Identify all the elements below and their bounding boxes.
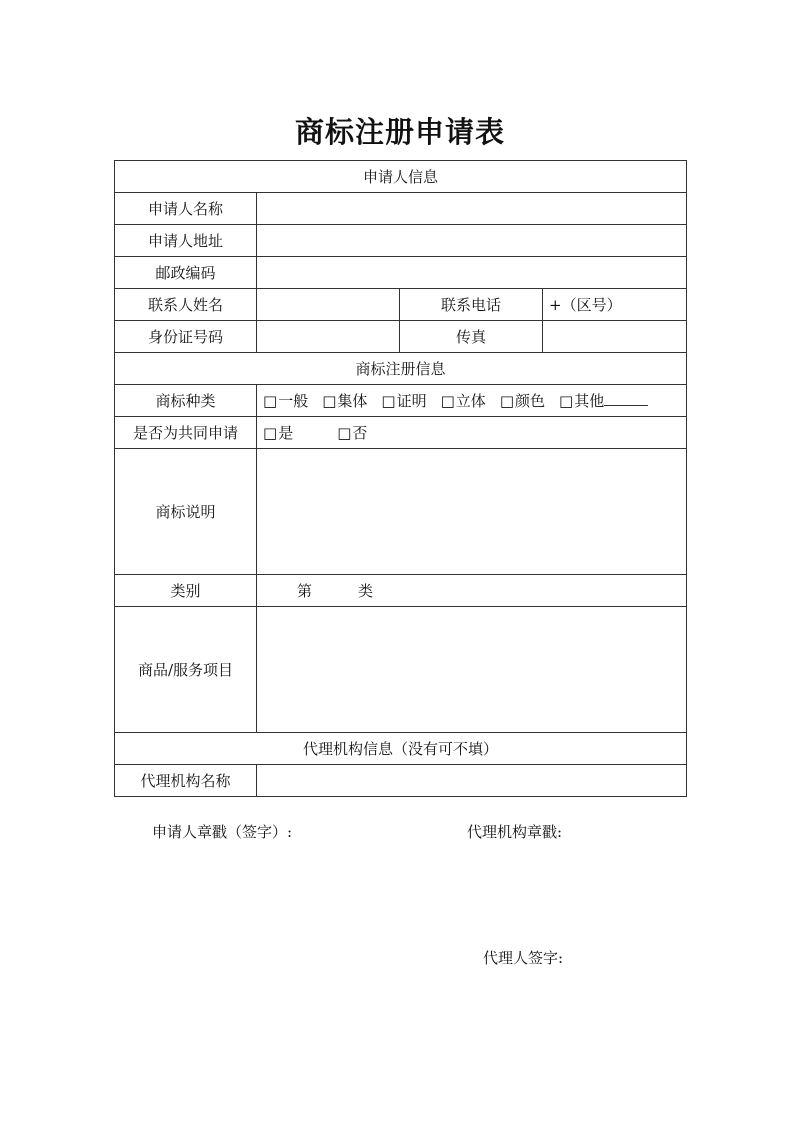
postal-code-label: 邮政编码 bbox=[115, 257, 257, 289]
type-option-collective[interactable]: □ 集体 bbox=[322, 392, 367, 410]
goods-services-label: 商品/服务项目 bbox=[115, 607, 257, 733]
trademark-type-options bbox=[257, 385, 687, 417]
form-title: 商标注册申请表 bbox=[294, 115, 505, 149]
agency-name-row bbox=[115, 765, 687, 797]
id-fax-row bbox=[115, 321, 687, 353]
trademark-section-header: 商标注册信息 bbox=[115, 353, 687, 385]
class-label: 类别 bbox=[115, 575, 257, 607]
trademark-type-row bbox=[115, 385, 687, 417]
id-number-label: 身份证号码 bbox=[115, 321, 257, 353]
type-option-other: 其他 bbox=[574, 392, 605, 410]
applicant-address-field[interactable] bbox=[257, 225, 687, 257]
contact-row bbox=[115, 289, 687, 321]
joint-application-options bbox=[257, 417, 687, 449]
agent-signature-label: 代理人签字: bbox=[483, 949, 564, 967]
applicant-address-row bbox=[115, 225, 687, 257]
contact-name-label: 联系人姓名 bbox=[115, 289, 257, 321]
phone-label: 联系电话 bbox=[400, 289, 543, 321]
class-prefix: 第 bbox=[297, 582, 313, 600]
applicant-address-label: 申请人地址 bbox=[115, 225, 257, 257]
joint-option-yes[interactable]: □ 是 bbox=[263, 424, 293, 442]
agency-seal-label: 代理机构章戳: bbox=[467, 823, 563, 841]
type-option-color[interactable]: □ 颜色 bbox=[500, 392, 545, 410]
applicant-name-label: 申请人名称 bbox=[115, 193, 257, 225]
class-row bbox=[115, 575, 687, 607]
agency-name-field[interactable] bbox=[257, 765, 687, 797]
agency-section-row bbox=[115, 733, 687, 765]
type-option-general[interactable]: □ 一般 bbox=[263, 392, 308, 410]
fax-label: 传真 bbox=[400, 321, 543, 353]
trademark-description-field[interactable] bbox=[257, 449, 687, 575]
type-option-other-wrap[interactable] bbox=[559, 392, 648, 410]
trademark-section-row bbox=[115, 353, 687, 385]
goods-services-field[interactable] bbox=[257, 607, 687, 733]
postal-code-field[interactable] bbox=[257, 257, 687, 289]
type-option-certification[interactable]: □ 证明 bbox=[381, 392, 426, 410]
joint-option-no[interactable]: □ 否 bbox=[337, 424, 367, 442]
postal-code-row bbox=[115, 257, 687, 289]
trademark-type-label: 商标种类 bbox=[115, 385, 257, 417]
phone-field[interactable]: +（区号） bbox=[543, 289, 687, 321]
trademark-application-form bbox=[114, 160, 687, 797]
other-blank-line[interactable] bbox=[604, 392, 648, 406]
joint-application-label: 是否为共同申请 bbox=[115, 417, 257, 449]
type-option-3d[interactable]: □ 立体 bbox=[441, 392, 486, 410]
agency-section-header: 代理机构信息（没有可不填） bbox=[115, 733, 687, 765]
applicant-seal-label: 申请人章戳（签字）: bbox=[152, 823, 293, 841]
applicant-name-row bbox=[115, 193, 687, 225]
fax-field[interactable] bbox=[543, 321, 687, 353]
applicant-section-row bbox=[115, 161, 687, 193]
class-field[interactable] bbox=[257, 575, 687, 607]
joint-application-row bbox=[115, 417, 687, 449]
applicant-name-field[interactable] bbox=[257, 193, 687, 225]
applicant-section-header: 申请人信息 bbox=[115, 161, 687, 193]
agency-name-label: 代理机构名称 bbox=[115, 765, 257, 797]
class-suffix: 类 bbox=[358, 582, 374, 600]
description-row bbox=[115, 449, 687, 575]
goods-services-row bbox=[115, 607, 687, 733]
trademark-description-label: 商标说明 bbox=[115, 449, 257, 575]
id-number-field[interactable] bbox=[257, 321, 400, 353]
contact-name-field[interactable] bbox=[257, 289, 400, 321]
